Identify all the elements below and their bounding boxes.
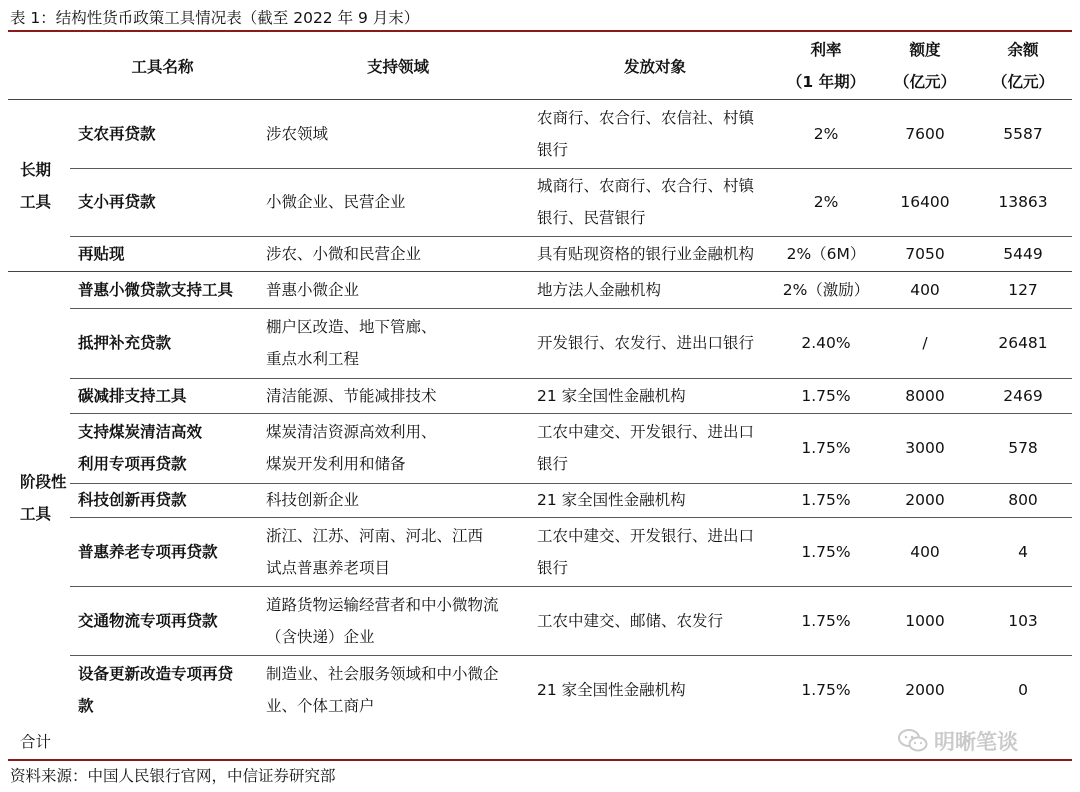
row-10-balance: 103 (1008, 611, 1038, 630)
top-rule (8, 30, 1072, 32)
row-4-name: 普惠小微贷款支持工具 (78, 281, 234, 299)
row-8-target: 21 家全国性金融机构 (537, 491, 686, 509)
row-1-balance: 5587 (1003, 125, 1043, 143)
row-3-quota: 7050 (905, 245, 945, 263)
row-6-quota: 8000 (905, 386, 945, 405)
row-2-rate: 2% (813, 193, 839, 211)
row-1-rate: 2% (813, 125, 839, 143)
row-4-balance: 127 (1008, 281, 1038, 299)
wechat-icon (898, 728, 928, 754)
row-5-quota: / (922, 333, 928, 352)
row-11-rate: 1.75% (801, 680, 851, 699)
row-2-balance: 13863 (998, 193, 1048, 211)
group-long-term: 长期 工具 (20, 161, 52, 211)
row-7-quota: 3000 (905, 439, 945, 457)
row-8-name: 科技创新再贷款 (78, 491, 187, 509)
section-rule (8, 271, 1072, 272)
row-10-target: 工农中建交、邮储、农发行 (537, 611, 724, 630)
watermark (898, 726, 1018, 756)
header-quota-line1: 额度 (909, 41, 941, 59)
row-3-name: 再贴现 (78, 245, 125, 263)
row-9-name: 普惠养老专项再贷款 (78, 542, 218, 561)
row-5-field: 棚户区改造、地下管廊、 重点水利工程 (266, 317, 437, 368)
row-5-name: 抵押补充贷款 (78, 333, 172, 352)
row-3-target: 具有贴现资格的银行业金融机构 (537, 245, 755, 263)
row-6-name: 碳减排支持工具 (78, 386, 187, 405)
row-3-balance: 5449 (1003, 245, 1043, 263)
row-7-balance: 578 (1008, 439, 1038, 457)
row-6-target: 21 家全国性金融机构 (537, 386, 686, 405)
row-1-quota: 7600 (905, 125, 945, 143)
header-balance-line2: （亿元） (991, 73, 1054, 91)
row-6-field: 清洁能源、节能减排技术 (266, 386, 437, 405)
header-balance-line1: 余额 (1007, 41, 1039, 59)
row-10-rate: 1.75% (801, 611, 851, 630)
table-caption: 表 1：结构性货币政策工具情况表（截至 2022 年 9 月末） (10, 9, 420, 27)
bottom-rule (8, 759, 1072, 761)
row-9-quota: 400 (910, 542, 940, 561)
header-tool-name: 工具名称 (131, 58, 194, 76)
row-1-name: 支农再贷款 (78, 125, 156, 143)
row-9-balance: 4 (1018, 542, 1028, 561)
row-8-balance: 800 (1008, 491, 1038, 509)
row-4-field: 普惠小微企业 (266, 281, 360, 299)
row-7-field: 煤炭清洁资源高效利用、 煤炭开发利用和储备 (266, 423, 437, 473)
row-5-balance: 26481 (998, 333, 1048, 352)
row-9-target: 工农中建交、开发银行、进出口 银行 (537, 526, 755, 577)
row-11-quota: 2000 (905, 680, 945, 699)
row-9-rate: 1.75% (801, 542, 851, 561)
row-3-rate: 2%（6M） (786, 245, 866, 263)
row-10-name: 交通物流专项再贷款 (78, 611, 218, 630)
row-11-target: 21 家全国性金融机构 (537, 680, 686, 699)
row-10-field: 道路货物运输经营者和中小微物流 （含快递）企业 (266, 595, 499, 646)
group-phased: 阶段性 工具 (20, 473, 67, 523)
row-1-field: 涉农领域 (266, 125, 329, 143)
row-4-target: 地方法人金融机构 (537, 281, 662, 299)
row-11-field: 制造业、社会服务领域和中小微企 业、个体工商户 (266, 664, 499, 715)
header-rate-line2: （1 年期） (786, 73, 866, 91)
source-note: 资料来源：中国人民银行官网，中信证券研究部 (10, 767, 336, 785)
row-4-rate: 2%（激励） (782, 281, 870, 299)
row-2-name: 支小再贷款 (78, 193, 156, 211)
row-2-target: 城商行、农商行、农合行、村镇 银行、民营银行 (537, 177, 755, 227)
header-target: 发放对象 (623, 58, 686, 76)
row-10-quota: 1000 (905, 611, 945, 630)
row-7-name: 支持煤炭清洁高效 利用专项再贷款 (78, 423, 203, 473)
row-11-name: 设备更新改造专项再贷 款 (78, 664, 234, 715)
row-9-field: 浙江、江苏、河南、河北、江西 试点普惠养老项目 (266, 526, 484, 577)
row-11-balance: 0 (1018, 680, 1028, 699)
row-5-target: 开发银行、农发行、进出口银行 (537, 333, 755, 352)
header-rule (8, 99, 1072, 100)
header-quota-line2: （亿元） (893, 73, 956, 91)
row-7-rate: 1.75% (801, 439, 851, 457)
row-8-quota: 2000 (905, 491, 945, 509)
header-field: 支持领域 (366, 58, 429, 76)
row-7-target: 工农中建交、开发银行、进出口 银行 (537, 423, 755, 473)
row-2-field: 小微企业、民营企业 (266, 193, 406, 211)
row-6-balance: 2469 (1003, 386, 1043, 405)
row-6-rate: 1.75% (801, 386, 851, 405)
row-3-field: 涉农、小微和民营企业 (266, 245, 422, 263)
row-2-quota: 16400 (900, 193, 950, 211)
row-4-quota: 400 (910, 281, 940, 299)
row-8-rate: 1.75% (801, 491, 851, 509)
header-rate-line1: 利率 (810, 41, 842, 59)
watermark-text: 明晰笔谈 (934, 730, 1018, 754)
row-5-rate: 2.40% (801, 333, 851, 352)
row-1-target: 农商行、农合行、农信社、村镇 银行 (537, 109, 755, 159)
row-8-field: 科技创新企业 (266, 491, 360, 509)
total-label: 合计 (20, 733, 52, 751)
